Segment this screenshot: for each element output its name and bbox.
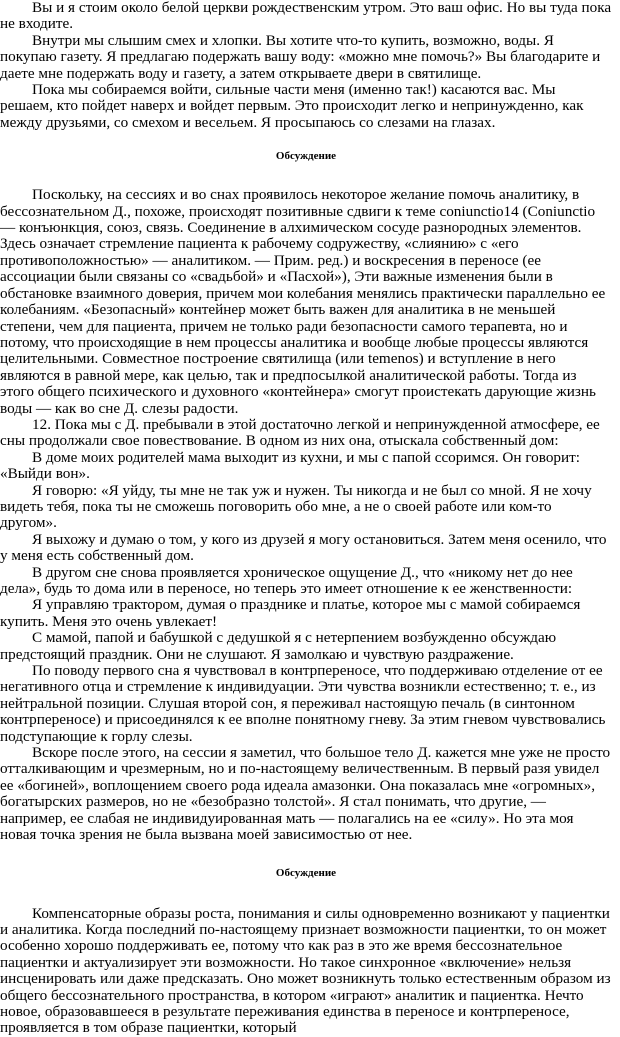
paragraph: Пока мы собираемся войти, сильные части меня (именно так!) касаются вас. Мы решаем, кто пойдет наверх и войдет первым. Это происходит легко и непринужденно, как между друзьями, со смехом и весельем. Я просыпаюсь со слезами на глазах. (0, 81, 584, 131)
paragraph: Я говорю: «Я уйду, ты мне не так уж и нужен. Ты никогда и не был со мной. Я не хочу видеть тебя, пока ты не сможешь поговорить обо мне, а не о своей работе или ком-то другом». (0, 481, 592, 532)
paragraph: В доме моих родителей мама выходит из кухни, и мы с папой ссоримся. Он говорит: «Выйди вон». (0, 448, 581, 483)
paragraph: С мамой, папой и бабушкой с дедушкой я с нетерпением возбужденно обсуждаю предстоящий праздник. Они не слушают. Я замолкаю и чувствую раздражение. (0, 629, 557, 663)
paragraph: В другом сне снова проявляется хроническое ощущение Д., что «никому нет до нее дела», будь то дома или в переносе, но теперь это имеет отношение к ее женственности: (0, 563, 573, 597)
paragraph: Внутри мы слышим смех и хлопки. Вы хотите что-то купить, возможно, воды. Я покупаю газету. Я предлагаю подержать вашу воду: «можно мне помочь?» Вы благодарите и даете мне подержать воду и газету, а затем открываете двери в святилище. (0, 31, 601, 82)
discussion-section-1 (0, 187, 612, 843)
spacer (0, 131, 612, 149)
discussion-section-2 (0, 906, 612, 1037)
dream-section (0, 0, 612, 131)
paragraph: Поскольку, на сессиях и во снах проявилось некоторое желание помочь аналитику, в бессознательном Д., похоже, происходят позитивные сдвиги к теме coniunctio14 (Coniunctio — конъюнкция, союз, связь. Соединение в алхимическом сосуде разнородных элементов. Здесь означает стремление пациента к рабочему содружеству, «слиянию» с «его противоположностью» — аналитиком. — Прим. ред.) и воскресения в переносе (ее ассоциации были связаны со «свадьбой» и «Пасхой»), Эти важные изменения были в обстановке взаимного доверия, причем мои колебания менялись практически параллельно ее колебаниям. «Безопасный» контейнер может быть важен для аналитика в не меньшей степени, чем для пациента, причем не только ради безопасности самого терапевта, но и потому, что происходящие в нем процессы аналитика и вообще любые процессы являются целительными. Совместное построение святилища (или temenos) и вступление в него являются в равной мере, как целью, так и предпосылкой аналитической работы. Тогда из этого общего психического и духовного «контейнера» смогут проистекать дарующие жизнь воды — как во сне Д. слезы радости. (0, 186, 606, 417)
paragraph: 12. Пока мы с Д. пребывали в этой достаточно легкой и непринужденной атмосфере, ее сны продолжали свое повествование. В одном из них она, отыскала собственный дом: (0, 415, 600, 450)
paragraph: Вы и я стоим около белой церкви рождественским утром. Это ваш офис. Но вы туда пока не входите. (0, 0, 612, 33)
spacer (0, 880, 612, 906)
section-heading-discussion-1: Обсуждение (275, 150, 337, 163)
spacer (0, 163, 612, 187)
paragraph: Я управляю трактором, думая о празднике и платье, которое мы с мамой собираемся купить. Меня это очень увлекает! (0, 596, 581, 630)
paragraph: Компенсаторные образы роста, понимания и силы одновременно возникают у пациентки и аналитика. Когда последний по-настоящему признает возможности пациентки, то он может особенно хорошо поддерживать ее, потому что как раз в это же время бессознательное пациентки и актуализирует эти возможности. Но такое синхронное «включение» нельзя инсценировать или даже предсказать. Оно может возникнуть только естественным образом из общего бессознательного пространства, в котором «играют» аналитик и пациентка. Нечто новое, образовавшееся в результате переживания единства в переносе и контрпереносе, проявляется в том образе пациентки, который (0, 904, 611, 1037)
spacer (0, 844, 612, 866)
paragraph: По поводу первого сна я чувствовал в контрпереносе, что поддерживаю отделение от ее негативного отца и стремление к индивидуации. Эти чувства возникли естественно; т. е., из нейтральной позиции. Слушая второй сон, я переживал настоящую печаль (в синтонном контрпереносе) и присоединялся к ее вполне понятному гневу. За этим гневом чувствовались подступающие к горлу слезы. (0, 662, 606, 745)
paragraph: Я выхожу и думаю о том, у кого из друзей я могу остановиться. Затем меня осенило, что у меня есть собственный дом. (0, 530, 607, 565)
section-heading-discussion-2: Обсуждение (275, 866, 337, 879)
paragraph: Вскоре после этого, на сессии я заметил, что большое тело Д. кажется мне уже не просто отталкивающим и чрезмерным, но и по-настоящему величественным. В первый разя увидел ее «богиней», воплощением своего рода идеала амазонки. Она показалась мне «огромных», богатырских размеров, но не «безобразно толстой». Я стал понимать, что другие, — например, ее слабая не индивидуированная мать — полагались на ее «силу». Но эта моя новая точка зрения не была вызвана моей зависимостью от нее. (0, 744, 611, 844)
